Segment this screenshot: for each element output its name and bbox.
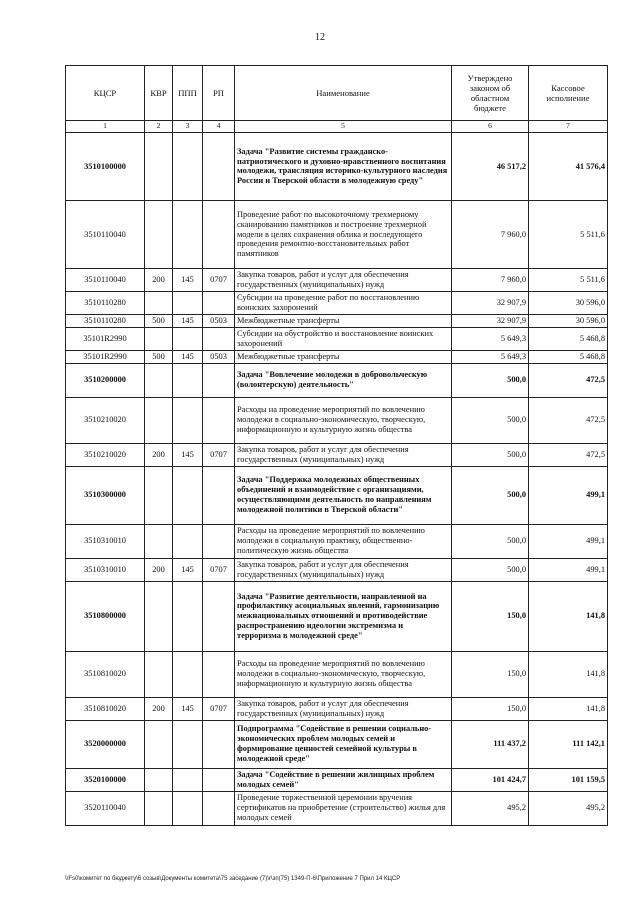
cell-kcsr: 3510110280 xyxy=(66,291,145,314)
cell-ppp xyxy=(173,363,203,397)
cell-rp xyxy=(203,200,235,268)
cell-ppp: 145 xyxy=(173,268,203,291)
cell-rp xyxy=(203,791,235,825)
cell-name: Задача "Развитие деятельности, направленной на профилактику асоциальных явлений, гармонизацию межнациональных отношений и противодействие распространению идеологии экстремизма и терроризма в молодежной среде" xyxy=(235,581,452,651)
cell-approved: 32 907,9 xyxy=(452,291,529,314)
cell-executed: 30 596,0 xyxy=(529,314,608,327)
cell-ppp xyxy=(173,132,203,200)
cell-rp xyxy=(203,291,235,314)
cell-executed: 5 468,8 xyxy=(529,350,608,363)
cell-kvr xyxy=(145,768,173,791)
table-row xyxy=(66,200,608,268)
table-row xyxy=(66,397,608,443)
column-number: 7 xyxy=(529,121,608,133)
cell-kcsr: 3510210020 xyxy=(66,443,145,466)
column-number: 4 xyxy=(203,121,235,133)
cell-rp: 0707 xyxy=(203,443,235,466)
cell-name: Межбюджетные трансферты xyxy=(235,314,452,327)
cell-name: Субсидии на проведение работ по восстановлению воинских захоронений xyxy=(235,291,452,314)
table-row xyxy=(66,651,608,697)
cell-kcsr: 3520000000 xyxy=(66,720,145,768)
cell-kcsr: 3510310010 xyxy=(66,524,145,558)
cell-executed: 5 511,6 xyxy=(529,200,608,268)
cell-kcsr: 35101R2990 xyxy=(66,327,145,350)
cell-approved: 32 907,9 xyxy=(452,314,529,327)
file-path-footer: \\Fs0\комитет по бюджету\6 созыв\Документы комитета\75 заседание (7)\r\зп(75) 1349-П-6\Приложение 7 Прил 14 КЦСР xyxy=(65,876,401,882)
table-row xyxy=(66,768,608,791)
cell-kcsr: 3510110280 xyxy=(66,314,145,327)
cell-ppp xyxy=(173,200,203,268)
header-kvr: КВР xyxy=(145,66,173,121)
cell-approved: 7 960,0 xyxy=(452,268,529,291)
cell-approved: 495,2 xyxy=(452,791,529,825)
table-row xyxy=(66,350,608,363)
column-number-row xyxy=(66,121,608,133)
cell-ppp xyxy=(173,524,203,558)
cell-name: Задача "Вовлечение молодежи в добровольческую (волонтерскую) деятельность" xyxy=(235,363,452,397)
cell-name: Субсидии на обустройство и восстановление воинских захоронений xyxy=(235,327,452,350)
column-number: 3 xyxy=(173,121,203,133)
cell-name: Расходы на проведение мероприятий по вовлечению молодежи в социальную практику, общественно-политическую жизнь общества xyxy=(235,524,452,558)
cell-rp xyxy=(203,466,235,524)
cell-rp xyxy=(203,363,235,397)
table-row xyxy=(66,720,608,768)
cell-kvr xyxy=(145,363,173,397)
cell-executed: 41 576,4 xyxy=(529,132,608,200)
cell-rp xyxy=(203,581,235,651)
cell-name: Закупка товаров, работ и услуг для обеспечения государственных (муниципальных) нужд xyxy=(235,697,452,720)
cell-name: Проведение торжественной церемонии вручения сертификатов на приобретение (строительство) жилья для молодых семей xyxy=(235,791,452,825)
cell-rp xyxy=(203,397,235,443)
header-executed: Кассовое исполнение xyxy=(529,66,608,121)
header-ppp: ППП xyxy=(173,66,203,121)
cell-executed: 472,5 xyxy=(529,443,608,466)
cell-approved: 5 649,3 xyxy=(452,327,529,350)
cell-kvr xyxy=(145,132,173,200)
table-row xyxy=(66,132,608,200)
cell-approved: 150,0 xyxy=(452,651,529,697)
table-row xyxy=(66,697,608,720)
cell-ppp: 145 xyxy=(173,350,203,363)
cell-rp: 0707 xyxy=(203,697,235,720)
cell-ppp xyxy=(173,581,203,651)
cell-executed: 141,8 xyxy=(529,651,608,697)
cell-kvr: 200 xyxy=(145,558,173,581)
table-row xyxy=(66,363,608,397)
cell-name: Проведение работ по высокоточному трехмерному сканированию памятников и построение трехмерной модели в целях сохранения облика и последующего проведения ремонтно-восстановительных работ памятников xyxy=(235,200,452,268)
cell-executed: 141,8 xyxy=(529,581,608,651)
table-row xyxy=(66,581,608,651)
cell-kcsr: 3520100000 xyxy=(66,768,145,791)
cell-kvr xyxy=(145,466,173,524)
cell-kcsr: 3510100000 xyxy=(66,132,145,200)
table-row xyxy=(66,791,608,825)
cell-ppp xyxy=(173,791,203,825)
cell-rp: 0707 xyxy=(203,558,235,581)
table-row xyxy=(66,524,608,558)
column-number: 2 xyxy=(145,121,173,133)
cell-ppp xyxy=(173,291,203,314)
table-row xyxy=(66,291,608,314)
cell-kcsr: 3510310010 xyxy=(66,558,145,581)
cell-kvr: 200 xyxy=(145,443,173,466)
cell-kvr xyxy=(145,581,173,651)
cell-approved: 5 649,3 xyxy=(452,350,529,363)
table-row xyxy=(66,314,608,327)
column-number: 5 xyxy=(235,121,452,133)
cell-rp: 0503 xyxy=(203,350,235,363)
column-number: 1 xyxy=(66,121,145,133)
cell-kvr xyxy=(145,397,173,443)
cell-kvr xyxy=(145,651,173,697)
cell-rp xyxy=(203,327,235,350)
cell-ppp xyxy=(173,397,203,443)
cell-rp xyxy=(203,651,235,697)
cell-kvr: 200 xyxy=(145,697,173,720)
cell-rp xyxy=(203,524,235,558)
cell-approved: 500,0 xyxy=(452,363,529,397)
cell-approved: 500,0 xyxy=(452,558,529,581)
cell-name: Закупка товаров, работ и услуг для обеспечения государственных (муниципальных) нужд xyxy=(235,268,452,291)
cell-ppp xyxy=(173,768,203,791)
cell-name: Задача "Поддержка молодежных общественных объединений и взаимодействие с организациями, осуществляющими деятельность по направлениям молодежной политики в Тверской области" xyxy=(235,466,452,524)
budget-table xyxy=(65,65,608,826)
table-row xyxy=(66,558,608,581)
cell-rp: 0707 xyxy=(203,268,235,291)
table-row xyxy=(66,268,608,291)
cell-name: Закупка товаров, работ и услуг для обеспечения государственных (муниципальных) нужд xyxy=(235,443,452,466)
cell-kvr: 500 xyxy=(145,314,173,327)
cell-approved: 500,0 xyxy=(452,466,529,524)
header-rp: РП xyxy=(203,66,235,121)
cell-kcsr: 3510800000 xyxy=(66,581,145,651)
table-body xyxy=(66,132,608,825)
cell-executed: 499,1 xyxy=(529,466,608,524)
cell-rp xyxy=(203,768,235,791)
cell-ppp: 145 xyxy=(173,314,203,327)
table-row xyxy=(66,327,608,350)
cell-kvr xyxy=(145,720,173,768)
cell-kcsr: 3510110040 xyxy=(66,200,145,268)
header-name: Наименование xyxy=(235,66,452,121)
column-number: 6 xyxy=(452,121,529,133)
cell-executed: 5 511,6 xyxy=(529,268,608,291)
cell-ppp xyxy=(173,466,203,524)
cell-kvr: 500 xyxy=(145,350,173,363)
cell-approved: 150,0 xyxy=(452,581,529,651)
cell-kcsr: 3510200000 xyxy=(66,363,145,397)
page-number: 12 xyxy=(315,32,325,43)
cell-kcsr: 3510810020 xyxy=(66,651,145,697)
cell-executed: 111 142,1 xyxy=(529,720,608,768)
table-row xyxy=(66,443,608,466)
cell-executed: 5 468,8 xyxy=(529,327,608,350)
header-row xyxy=(66,66,608,121)
cell-rp xyxy=(203,132,235,200)
cell-approved: 111 437,2 xyxy=(452,720,529,768)
cell-ppp: 145 xyxy=(173,697,203,720)
cell-approved: 7 960,0 xyxy=(452,200,529,268)
cell-approved: 500,0 xyxy=(452,443,529,466)
cell-name: Расходы на проведение мероприятий по вовлечению молодежи в социально-экономическую, творческую, информационную и культурную жизнь общества xyxy=(235,651,452,697)
cell-kvr xyxy=(145,327,173,350)
header-kcsr: КЦСР xyxy=(66,66,145,121)
cell-approved: 500,0 xyxy=(452,524,529,558)
cell-approved: 150,0 xyxy=(452,697,529,720)
cell-executed: 101 159,5 xyxy=(529,768,608,791)
cell-executed: 499,1 xyxy=(529,524,608,558)
cell-approved: 500,0 xyxy=(452,397,529,443)
cell-name: Закупка товаров, работ и услуг для обеспечения государственных (муниципальных) нужд xyxy=(235,558,452,581)
cell-ppp xyxy=(173,327,203,350)
cell-kvr xyxy=(145,200,173,268)
cell-kcsr: 35101R2990 xyxy=(66,350,145,363)
cell-kvr: 200 xyxy=(145,268,173,291)
cell-ppp: 145 xyxy=(173,558,203,581)
cell-executed: 472,5 xyxy=(529,363,608,397)
cell-kvr xyxy=(145,524,173,558)
cell-kvr xyxy=(145,791,173,825)
cell-ppp xyxy=(173,651,203,697)
cell-name: Подпрограмма "Содействие в решении социально-экономических проблем молодых семей и формирование ценностей семейной культуры в молодежной среде" xyxy=(235,720,452,768)
cell-rp: 0503 xyxy=(203,314,235,327)
cell-approved: 101 424,7 xyxy=(452,768,529,791)
cell-name: Расходы на проведение мероприятий по вовлечению молодежи в социально-экономическую, творческую, информационную и культурную жизнь общества xyxy=(235,397,452,443)
cell-executed: 472,5 xyxy=(529,397,608,443)
cell-kvr xyxy=(145,291,173,314)
cell-executed: 499,1 xyxy=(529,558,608,581)
cell-ppp xyxy=(173,720,203,768)
cell-rp xyxy=(203,720,235,768)
cell-kcsr: 3510210020 xyxy=(66,397,145,443)
cell-executed: 495,2 xyxy=(529,791,608,825)
cell-kcsr: 3510810020 xyxy=(66,697,145,720)
cell-kcsr: 3520110040 xyxy=(66,791,145,825)
cell-name: Межбюджетные трансферты xyxy=(235,350,452,363)
cell-kcsr: 3510300000 xyxy=(66,466,145,524)
cell-ppp: 145 xyxy=(173,443,203,466)
cell-executed: 141,8 xyxy=(529,697,608,720)
cell-executed: 30 596,0 xyxy=(529,291,608,314)
cell-name: Задача "Содействие в решении жилищных проблем молодых семей" xyxy=(235,768,452,791)
header-approved: Утверждено законом об областном бюджете xyxy=(452,66,529,121)
cell-approved: 46 517,2 xyxy=(452,132,529,200)
cell-name: Задача "Развитие системы гражданско-патриотического и духовно-нравственного воспитания молодежи, трансляция историко-культурного наследия России и Тверской области в молодежную среду" xyxy=(235,132,452,200)
cell-kcsr: 3510110040 xyxy=(66,268,145,291)
table-row xyxy=(66,466,608,524)
